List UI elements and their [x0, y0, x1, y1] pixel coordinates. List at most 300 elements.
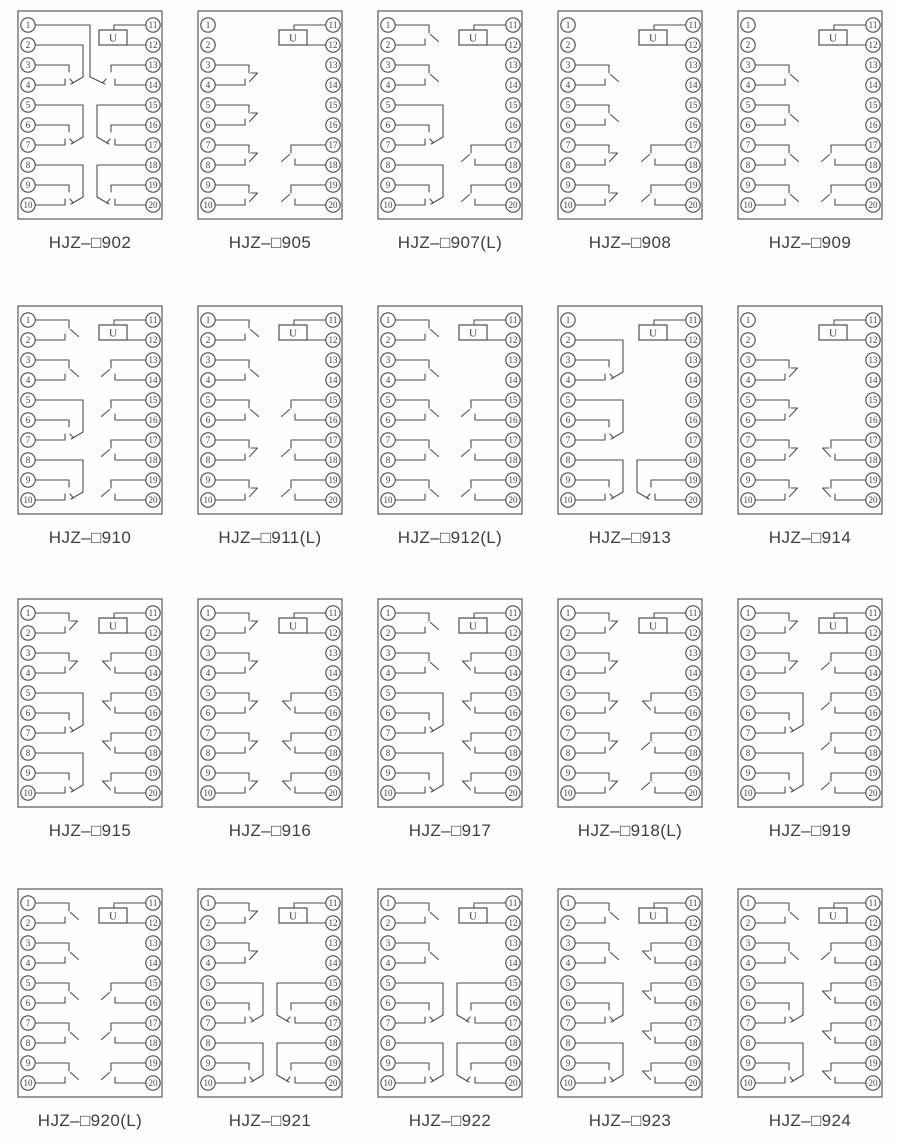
- terminal: [561, 353, 575, 367]
- terminal-number: 8: [25, 455, 31, 466]
- terminal-number: 18: [328, 748, 338, 759]
- terminal: [686, 333, 700, 347]
- wire-segment: [462, 155, 470, 162]
- terminal: [506, 78, 520, 92]
- wire-segment: [215, 667, 245, 673]
- contact-symbol: [395, 943, 439, 963]
- terminal: [201, 158, 215, 172]
- contact-symbol: [643, 943, 686, 963]
- wire-segment: [111, 185, 145, 192]
- terminal: [21, 646, 35, 660]
- wire-segment: [395, 165, 443, 197]
- terminal: [561, 766, 575, 780]
- terminal: [741, 158, 755, 172]
- terminal: [381, 1016, 395, 1030]
- wire-segment: [471, 773, 505, 781]
- terminal: [686, 373, 700, 387]
- terminal: [866, 118, 880, 132]
- wire-segment: [474, 903, 505, 908]
- terminal-number: 4: [385, 375, 391, 386]
- wire-segment: [575, 627, 605, 633]
- wire-segment: [575, 1077, 605, 1083]
- wire-segment: [790, 787, 794, 791]
- terminal-number: 19: [148, 768, 158, 779]
- terminal-number: 20: [688, 495, 698, 506]
- terminal-number: 4: [565, 375, 571, 386]
- terminal: [741, 896, 755, 910]
- wire-segment: [755, 713, 789, 720]
- wire-segment: [215, 440, 249, 448]
- terminal-number: 5: [205, 978, 211, 989]
- contact-symbol: [575, 185, 618, 205]
- wire-segment: [35, 753, 83, 785]
- terminal: [21, 178, 35, 192]
- terminal-number: 16: [688, 120, 698, 131]
- contact-symbol: [215, 903, 258, 923]
- terminal: [381, 996, 395, 1010]
- wire-segment: [575, 1017, 605, 1023]
- changeover-contact-symbol: [575, 340, 623, 380]
- wire-segment: [70, 79, 74, 83]
- wire-segment: [250, 113, 258, 122]
- contact-symbol: [395, 440, 439, 460]
- terminal-number: 17: [688, 1018, 698, 1029]
- terminal-number: 15: [508, 978, 518, 989]
- terminal: [21, 413, 35, 427]
- terminal: [561, 686, 575, 700]
- terminal: [686, 626, 700, 640]
- terminal: [381, 313, 395, 327]
- terminal-number: 6: [385, 415, 391, 426]
- wire-segment: [395, 400, 429, 408]
- terminal: [686, 493, 700, 507]
- wire-segment: [790, 621, 798, 630]
- wire-segment: [115, 667, 145, 673]
- wire-segment: [643, 951, 651, 960]
- contact-symbol: [755, 613, 798, 633]
- terminal-number: 14: [148, 958, 158, 969]
- wire-segment: [655, 1077, 685, 1083]
- wire-segment: [790, 1077, 794, 1081]
- wire-segment: [115, 374, 145, 380]
- terminal: [506, 1036, 520, 1050]
- wire-segment: [651, 480, 685, 487]
- terminal-number: 9: [385, 768, 391, 779]
- terminal-number: 7: [385, 1018, 391, 1029]
- terminal: [381, 896, 395, 910]
- wire-segment: [395, 1003, 429, 1010]
- terminal: [201, 976, 215, 990]
- coil-symbol: [639, 613, 685, 633]
- terminal: [326, 118, 340, 132]
- terminal-number: 11: [508, 315, 518, 326]
- terminal: [686, 78, 700, 92]
- wire-segment: [111, 733, 145, 741]
- terminal-number: 13: [688, 60, 698, 71]
- contact-symbol: [643, 1063, 686, 1083]
- wire-segment: [395, 943, 429, 951]
- wire-segment: [115, 997, 145, 1003]
- wire-segment: [610, 153, 618, 162]
- terminal-number: 14: [328, 958, 338, 969]
- schematic-svg: [17, 10, 163, 220]
- terminal: [686, 473, 700, 487]
- terminal: [381, 1076, 395, 1090]
- wire-segment: [295, 159, 325, 165]
- wire-segment: [250, 661, 258, 670]
- wire-segment: [790, 408, 798, 417]
- coil-symbol: [279, 613, 325, 633]
- changeover-contact-symbol: [755, 753, 803, 793]
- terminal: [381, 98, 395, 112]
- terminal-number: 10: [743, 788, 753, 799]
- wire-segment: [395, 334, 425, 340]
- terminal: [686, 956, 700, 970]
- wire-segment: [755, 79, 785, 85]
- wire-segment: [655, 1037, 685, 1043]
- terminal-number: 11: [868, 898, 878, 909]
- wire-segment: [291, 480, 325, 488]
- terminal: [201, 473, 215, 487]
- wire-segment: [283, 701, 291, 710]
- terminal: [506, 646, 520, 660]
- terminal: [381, 936, 395, 950]
- wire-segment: [215, 613, 249, 621]
- terminal: [146, 766, 160, 780]
- wire-segment: [575, 983, 623, 1015]
- terminal-number: 3: [25, 60, 31, 71]
- wire-segment: [642, 195, 650, 202]
- wire-segment: [215, 185, 249, 193]
- contact-symbol: [463, 693, 506, 713]
- terminal-number: 17: [328, 728, 338, 739]
- diagram-border: [198, 889, 342, 1097]
- wire-segment: [250, 153, 258, 162]
- changeover-contact-symbol: [457, 1043, 505, 1083]
- wire-segment: [35, 434, 65, 440]
- terminal-number: 14: [508, 80, 518, 91]
- terminal: [561, 393, 575, 407]
- wire-segment: [215, 1017, 245, 1023]
- wire-segment: [35, 494, 65, 500]
- terminal-number: 1: [205, 315, 211, 326]
- coil-label: U: [829, 910, 837, 923]
- terminal-number: 3: [565, 60, 571, 71]
- terminal-number: 18: [688, 1038, 698, 1049]
- terminal: [381, 493, 395, 507]
- terminal: [686, 996, 700, 1010]
- terminal-number: 18: [508, 748, 518, 759]
- wire-segment: [114, 320, 145, 325]
- terminal-number: 15: [148, 688, 158, 699]
- wire-segment: [35, 25, 90, 77]
- terminal: [21, 956, 35, 970]
- wire-segment: [575, 79, 605, 85]
- terminal: [506, 666, 520, 680]
- wire-segment: [831, 1063, 865, 1071]
- terminal: [561, 1016, 575, 1030]
- terminal: [326, 646, 340, 660]
- terminal: [381, 1056, 395, 1070]
- terminal-number: 4: [385, 958, 391, 969]
- terminal: [326, 996, 340, 1010]
- wire-segment: [215, 105, 249, 113]
- terminal-number: 10: [203, 1078, 213, 1089]
- terminal-number: 1: [565, 20, 571, 31]
- terminal-number: 10: [563, 1078, 573, 1089]
- terminal: [146, 1016, 160, 1030]
- wire-segment: [462, 410, 470, 417]
- coil-symbol: [459, 613, 505, 633]
- wire-segment: [575, 1063, 609, 1070]
- terminal-number: 10: [563, 495, 573, 506]
- wire-segment: [471, 1003, 505, 1010]
- terminal: [506, 493, 520, 507]
- diagram-label: HJZ–□916: [228, 821, 312, 840]
- diagram-border: [378, 599, 522, 807]
- wire-segment: [103, 741, 111, 750]
- wire-segment: [651, 1063, 685, 1071]
- terminal-number: 20: [868, 788, 878, 799]
- wire-segment: [474, 320, 505, 325]
- terminal-number: 3: [25, 938, 31, 949]
- terminal: [506, 1076, 520, 1090]
- contact-symbol: [35, 1063, 79, 1083]
- terminal: [201, 1076, 215, 1090]
- wire-segment: [111, 400, 145, 408]
- terminal: [21, 118, 35, 132]
- terminal: [561, 18, 575, 32]
- terminal: [561, 78, 575, 92]
- schematic-svg: [737, 305, 883, 515]
- terminal-number: 8: [565, 1038, 571, 1049]
- wire-segment: [35, 199, 65, 205]
- terminal: [506, 58, 520, 72]
- contact-symbol: [575, 773, 618, 793]
- terminal: [741, 198, 755, 212]
- terminal-number: 11: [688, 315, 698, 326]
- contact-symbol: [823, 1063, 866, 1083]
- terminal-number: 7: [385, 728, 391, 739]
- contact-symbol: [283, 773, 326, 793]
- wire-segment: [430, 139, 434, 143]
- terminal-number: 16: [508, 120, 518, 131]
- terminal-number: 19: [868, 768, 878, 779]
- wire-segment: [215, 983, 263, 1015]
- wire-segment: [395, 713, 429, 720]
- terminal-number: 8: [745, 455, 751, 466]
- wire-segment: [35, 903, 69, 911]
- terminal: [866, 178, 880, 192]
- terminal: [561, 976, 575, 990]
- terminal-number: 7: [205, 140, 211, 151]
- wire-segment: [395, 125, 429, 132]
- terminal: [561, 996, 575, 1010]
- wire-segment: [471, 1063, 505, 1070]
- terminal-number: 19: [688, 768, 698, 779]
- wire-segment: [115, 79, 145, 85]
- terminal-number: 6: [205, 998, 211, 1009]
- contact-symbol: [35, 943, 79, 963]
- wire-segment: [755, 693, 803, 725]
- terminal: [741, 976, 755, 990]
- coil-label: U: [289, 32, 297, 45]
- wire-segment: [250, 73, 258, 82]
- wire-segment: [395, 39, 425, 45]
- terminal-number: 5: [385, 978, 391, 989]
- terminal: [686, 1056, 700, 1070]
- contact-symbol: [462, 400, 506, 420]
- schematic-svg: [377, 305, 523, 515]
- wire-segment: [831, 480, 865, 488]
- schematic-svg: [197, 10, 343, 220]
- wire-segment: [475, 199, 505, 205]
- wire-segment: [97, 165, 145, 197]
- coil-label: U: [109, 32, 117, 45]
- wire-segment: [70, 727, 74, 731]
- terminal: [201, 333, 215, 347]
- terminal-number: 10: [203, 788, 213, 799]
- terminal-number: 19: [688, 475, 698, 486]
- terminal-number: 19: [508, 180, 518, 191]
- terminal: [201, 1016, 215, 1030]
- contact-symbol: [215, 400, 259, 420]
- terminal-number: 1: [745, 608, 751, 619]
- terminal: [506, 413, 520, 427]
- terminal-number: 16: [328, 708, 338, 719]
- terminal-number: 3: [205, 938, 211, 949]
- terminal: [506, 333, 520, 347]
- terminal: [686, 1076, 700, 1090]
- contact-symbol: [755, 145, 799, 165]
- terminal-number: 20: [148, 788, 158, 799]
- wire-segment: [395, 480, 429, 488]
- terminal: [146, 1036, 160, 1050]
- terminal-number: 8: [25, 748, 31, 759]
- terminal-number: 14: [688, 958, 698, 969]
- terminal: [201, 138, 215, 152]
- terminal-number: 14: [508, 668, 518, 679]
- terminal: [146, 373, 160, 387]
- terminal: [866, 313, 880, 327]
- terminal-number: 15: [868, 688, 878, 699]
- wire-segment: [575, 145, 609, 153]
- terminal: [146, 118, 160, 132]
- wire-segment: [654, 320, 685, 325]
- coil-symbol: [819, 25, 865, 45]
- wire-segment: [755, 360, 789, 368]
- terminal-number: 9: [205, 768, 211, 779]
- schematic-svg: [377, 888, 523, 1098]
- wire-segment: [291, 773, 325, 781]
- wire-segment: [277, 1043, 325, 1075]
- terminal-number: 20: [868, 200, 878, 211]
- terminal-number: 9: [565, 768, 571, 779]
- terminal: [741, 786, 755, 800]
- wire-segment: [575, 667, 605, 673]
- wire-segment: [35, 787, 65, 793]
- changeover-contact-symbol: [35, 400, 83, 440]
- terminal: [741, 1036, 755, 1050]
- wire-segment: [395, 139, 425, 145]
- wire-segment: [115, 494, 145, 500]
- contact-symbol: [103, 773, 146, 793]
- terminal-number: 3: [745, 648, 751, 659]
- terminal: [686, 313, 700, 327]
- coil-label: U: [289, 620, 297, 633]
- terminal-number: 5: [205, 395, 211, 406]
- terminal: [686, 976, 700, 990]
- terminal: [381, 956, 395, 970]
- terminal: [201, 956, 215, 970]
- diagram-border: [18, 889, 162, 1097]
- wire-segment: [282, 410, 290, 417]
- terminal-number: 13: [148, 60, 158, 71]
- coil-label: U: [109, 327, 117, 340]
- wire-segment: [111, 440, 145, 448]
- wire-segment: [114, 613, 145, 618]
- wire-segment: [291, 145, 325, 153]
- terminal: [686, 896, 700, 910]
- terminal: [146, 726, 160, 740]
- wire-segment: [831, 440, 865, 448]
- wire-segment: [610, 781, 618, 790]
- terminal: [866, 158, 880, 172]
- contact-symbol: [643, 693, 686, 713]
- terminal: [561, 313, 575, 327]
- wire-segment: [70, 199, 74, 203]
- terminal: [506, 138, 520, 152]
- terminal: [201, 98, 215, 112]
- terminal: [21, 138, 35, 152]
- terminal: [381, 786, 395, 800]
- wire-segment: [575, 653, 609, 661]
- terminal-number: 11: [148, 898, 158, 909]
- relay-diagram-unit: [360, 305, 540, 548]
- wire-segment: [474, 613, 505, 618]
- terminal: [146, 646, 160, 660]
- contact-symbol: [755, 185, 799, 205]
- contact-symbol: [215, 653, 258, 673]
- terminal: [866, 38, 880, 52]
- terminal-number: 4: [205, 375, 211, 386]
- terminal: [686, 746, 700, 760]
- contact-symbol: [215, 105, 258, 125]
- terminal: [506, 746, 520, 760]
- wire-segment: [791, 75, 799, 82]
- wire-segment: [755, 374, 785, 380]
- terminal-number: 1: [385, 20, 391, 31]
- changeover-contact-symbol: [395, 983, 443, 1023]
- terminal: [686, 178, 700, 192]
- terminal: [561, 373, 575, 387]
- terminal-number: 18: [148, 455, 158, 466]
- terminal-number: 1: [385, 898, 391, 909]
- diagram-border: [558, 306, 702, 514]
- diagram-border: [198, 11, 342, 219]
- terminal-number: 19: [688, 1058, 698, 1069]
- wire-segment: [431, 913, 439, 920]
- wire-segment: [647, 494, 651, 498]
- schematic-svg: [557, 888, 703, 1098]
- wire-segment: [457, 1043, 505, 1075]
- diagram-label: HJZ–□909: [768, 233, 852, 252]
- diagram-border: [558, 599, 702, 807]
- terminal-number: 17: [148, 435, 158, 446]
- wire-segment: [102, 1033, 110, 1040]
- contact-symbol: [282, 480, 326, 500]
- wire-segment: [831, 983, 865, 991]
